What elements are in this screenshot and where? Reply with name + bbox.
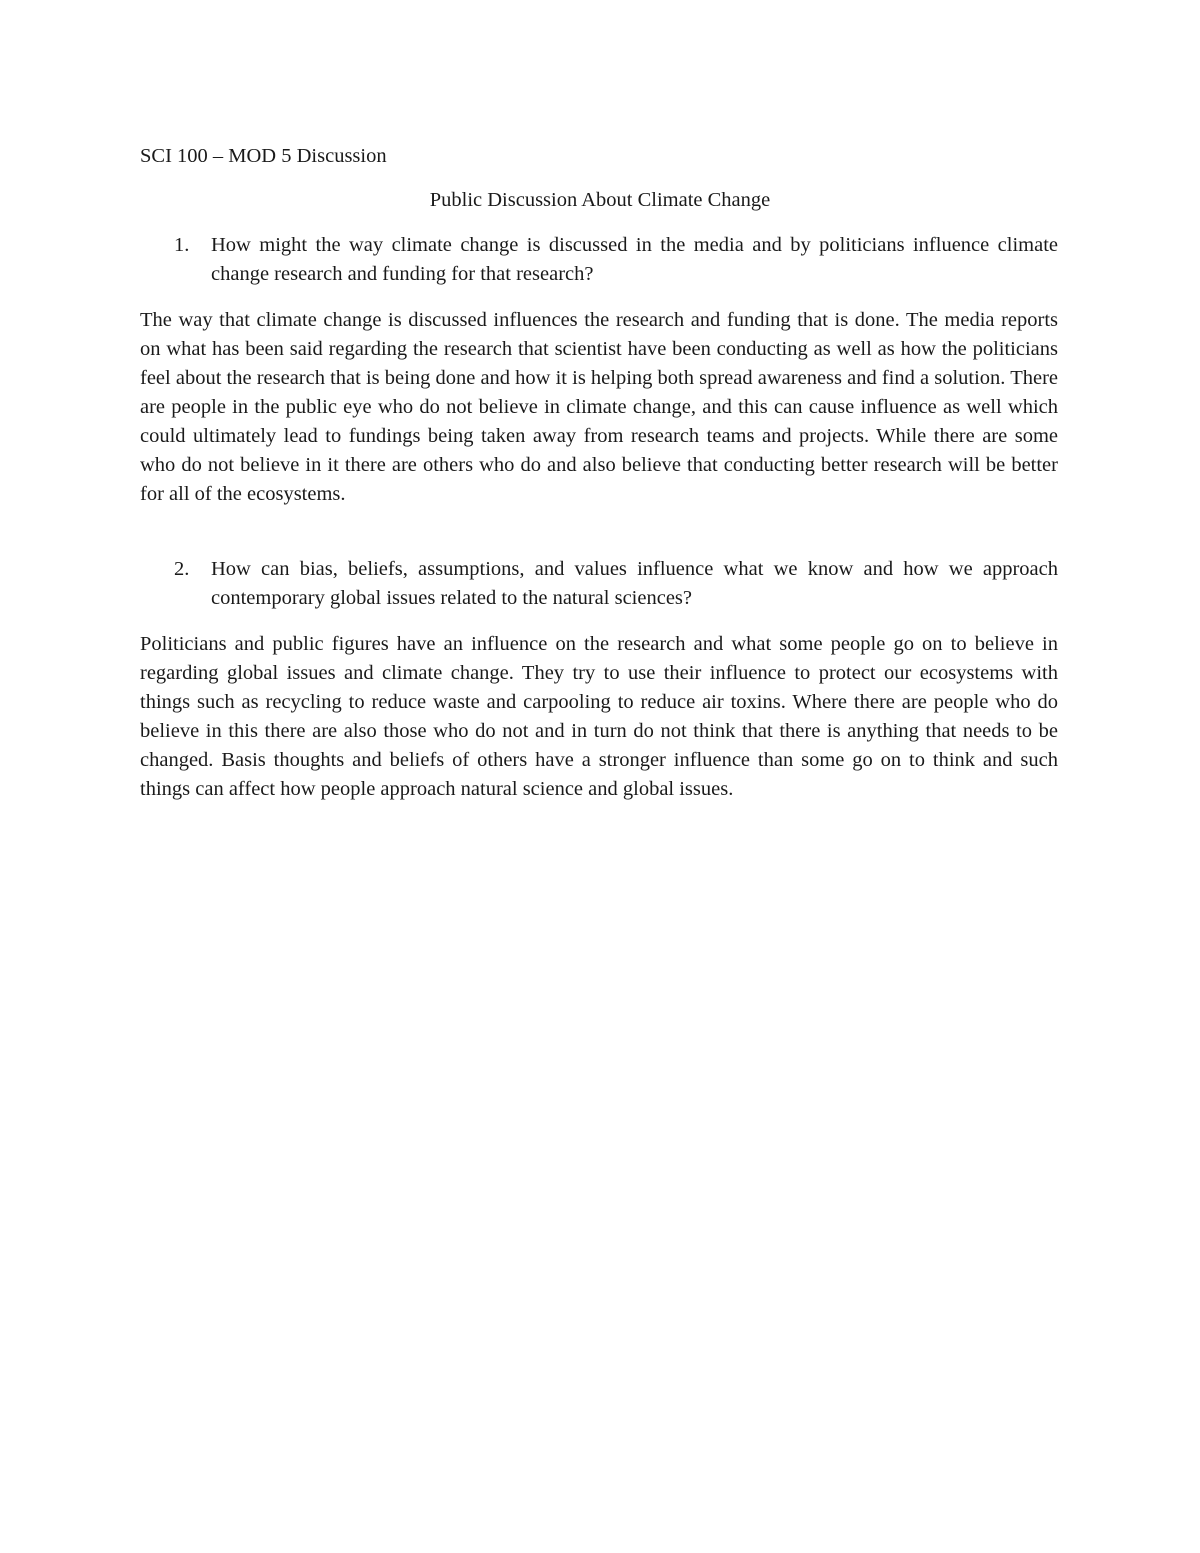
question-1-text: How might the way climate change is discussed in the media and by politicians influence climate change research and funding for that research? — [211, 234, 1058, 285]
document-title: Public Discussion About Climate Change — [429, 189, 771, 211]
course-header: SCI 100 – MOD 5 Discussion — [140, 145, 387, 167]
question-2-text: How can bias, beliefs, assumptions, and values influence what we know and how we approach contemporary global issues related to the natural sciences? — [211, 558, 1058, 609]
answer-1-paragraph: The way that climate change is discussed influences the research and funding that is done. The media reports on what has been said regarding the research that scientist have been conducting as well as how the politicians feel about the research that is being done and how it is helping both spread awareness and find a solution. There are people in the public eye who do not believe in climate change, and this can cause influence as well which could ultimately lead to fundings being taken away from research teams and projects. While there are some who do not believe in it there are others who do and also believe that conducting better research will be better for all of the ecosystems. — [140, 309, 1058, 505]
answer-2-paragraph: Politicians and public figures have an influence on the research and what some people go on to believe in regarding global issues and climate change. They try to use their influence to protect our ecosystems with things such as recycling to reduce waste and carpooling to reduce air toxins. Where there are people who do believe in this there are also those who do not and in turn do not think that there is anything that needs to be changed. Basis thoughts and beliefs of others have a stronger influence than some go on to think and such things can affect how people approach natural science and global issues. — [140, 633, 1058, 800]
question-2-number: 2. — [174, 558, 190, 580]
question-1-number: 1. — [174, 234, 190, 256]
question-2 — [140, 555, 1058, 613]
question-1 — [140, 231, 1058, 289]
